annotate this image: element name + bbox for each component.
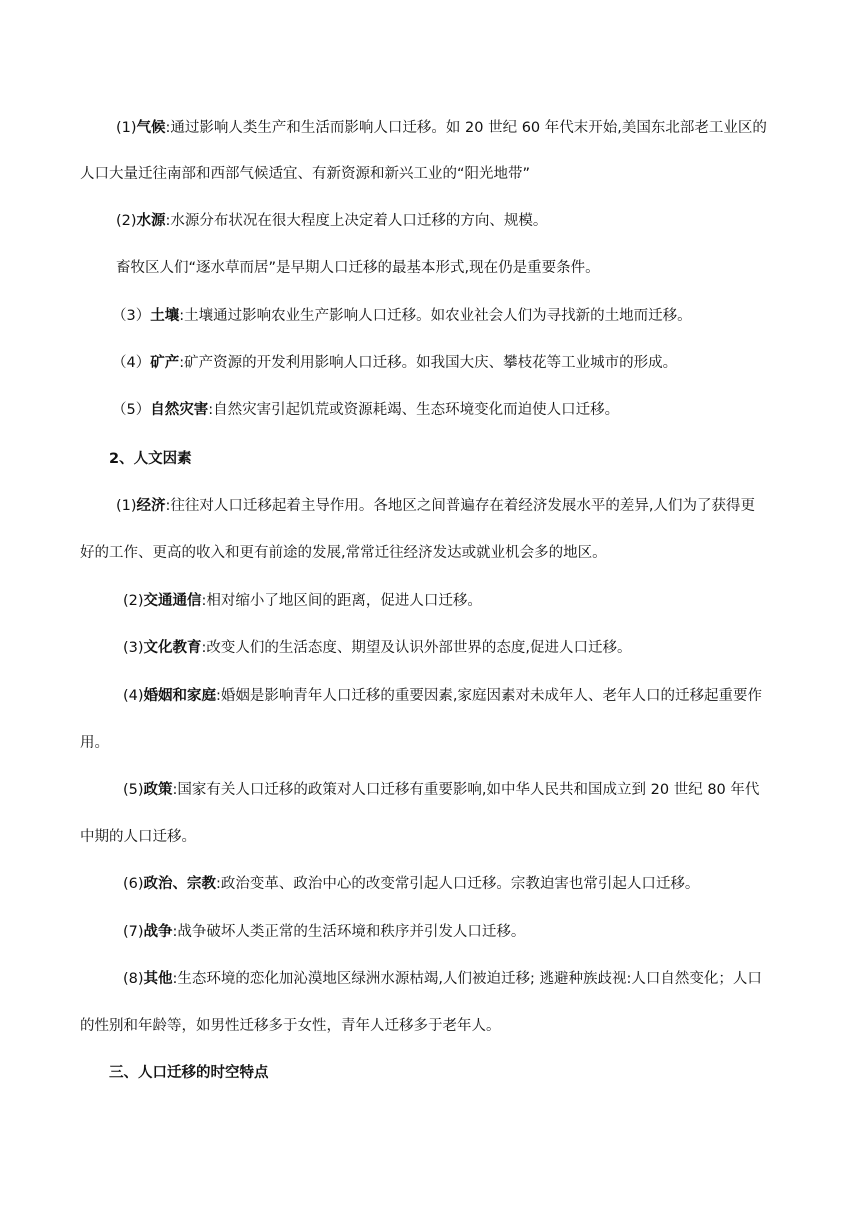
item-label: (5) xyxy=(123,782,144,798)
paragraph-soil xyxy=(112,306,692,326)
paragraph-water xyxy=(116,211,547,231)
item-term: 政策 xyxy=(143,782,173,798)
item-label: (8) xyxy=(123,971,144,987)
item-text: :相对缩小了地区间的距离，促进人口迁移。 xyxy=(201,593,482,609)
section-heading-human-factors: 2、人文因素 xyxy=(109,451,192,467)
item-label: (2) xyxy=(123,593,144,609)
paragraph-economy xyxy=(116,496,755,516)
item-term: 交通通信 xyxy=(143,593,202,609)
item-label: (1) xyxy=(116,498,137,514)
paragraph-minerals xyxy=(112,353,677,373)
item-text: :自然灾害引起饥荒或资源耗竭、生态环境变化而迫使人口迁移。 xyxy=(208,402,620,418)
paragraph-pastoral: 畜牧区人们“逐水草而居”是早期人口迁移的最基本形式,现在仍是重要条件。 xyxy=(116,260,600,276)
item-label: (1) xyxy=(116,120,137,136)
item-term: 文化教育 xyxy=(143,640,202,656)
item-text: :通过影响人类生产和生活而影响人口迁移。如 20 世纪 60 年代末开始,美国东北部老工业区的 xyxy=(165,120,767,136)
item-label: (6) xyxy=(123,876,144,892)
paragraph-policy xyxy=(123,780,759,800)
paragraph-other-cont: 的性别和年龄等，如男性迁移多于女性，青年人迁移多于老年人。 xyxy=(80,1018,501,1034)
item-text: :战争破坏人类正常的生活环境和秩序并引发人口迁移。 xyxy=(172,924,526,940)
item-text: :土壤通过影响农业生产影响人口迁移。如农业社会人们为寻找新的土地而迁移。 xyxy=(179,308,692,324)
paragraph-other xyxy=(123,969,762,989)
paragraph-climate-cont: 人口大量迁往南部和西部气候适宜、有新资源和新兴工业的“阳光地带” xyxy=(80,166,531,182)
item-label: （5） xyxy=(112,402,151,418)
item-term: 经济 xyxy=(136,498,166,514)
item-label: （4） xyxy=(112,355,151,371)
item-term: 矿产 xyxy=(150,355,180,371)
item-text: :往往对人口迁移起着主导作用。各地区之间普遍存在着经济发展水平的差异,人们为了获得更 xyxy=(165,498,756,514)
item-text: :生态环境的恋化加沁漠地区绿洲水源枯竭,人们被迫迁移; 逃避种族歧视:人口自然变化；人口 xyxy=(172,971,762,987)
item-text: :水源分布状况在很大程度上决定着人口迁移的方向、规模。 xyxy=(165,213,548,229)
item-label: （3） xyxy=(112,308,151,324)
paragraph-marriage xyxy=(123,686,762,706)
paragraph-war xyxy=(123,922,525,942)
item-term: 战争 xyxy=(143,924,173,940)
item-text: :矿产资源的开发利用影响人口迁移。如我国大庆、攀枝花等工业城市的形成。 xyxy=(179,355,678,371)
item-text: :改变人们的生活态度、期望及认识外部世界的态度,促进人口迁移。 xyxy=(201,640,632,656)
item-label: (2) xyxy=(116,213,137,229)
section-heading-spatiotemporal: 三、人口迁移的时空特点 xyxy=(109,1065,269,1081)
paragraph-policy-cont: 中期的人口迁移。 xyxy=(80,829,196,845)
item-term: 水源 xyxy=(136,213,166,229)
item-text: :国家有关人口迁移的政策对人口迁移有重要影响,如中华人民共和国成立到 20 世纪 80 年代 xyxy=(172,782,760,798)
item-label: (4) xyxy=(123,688,144,704)
paragraph-economy-cont: 好的工作、更高的收入和更有前途的发展,常常迁往经济发达或就业机会多的地区。 xyxy=(80,545,607,561)
paragraph-disasters xyxy=(112,400,619,420)
paragraph-education xyxy=(123,638,632,658)
paragraph-climate xyxy=(116,118,767,138)
item-term: 政治、宗教 xyxy=(143,876,217,892)
item-term: 土壤 xyxy=(150,308,180,324)
item-term: 婚姻和家庭 xyxy=(143,688,217,704)
item-term: 气候 xyxy=(136,120,166,136)
item-label: (7) xyxy=(123,924,144,940)
item-label: (3) xyxy=(123,640,144,656)
item-text: :婚姻是影响青年人口迁移的重要因素,家庭因素对未成年人、老年人口的迁移起重要作 xyxy=(216,688,763,704)
paragraph-marriage-cont: 用。 xyxy=(80,735,109,751)
item-term: 自然灾害 xyxy=(150,402,209,418)
paragraph-politics xyxy=(123,874,699,894)
item-term: 其他 xyxy=(143,971,173,987)
paragraph-transport xyxy=(123,591,482,611)
item-text: :政治变革、政治中心的改变常引起人口迁移。宗教迫害也常引起人口迁移。 xyxy=(216,876,700,892)
